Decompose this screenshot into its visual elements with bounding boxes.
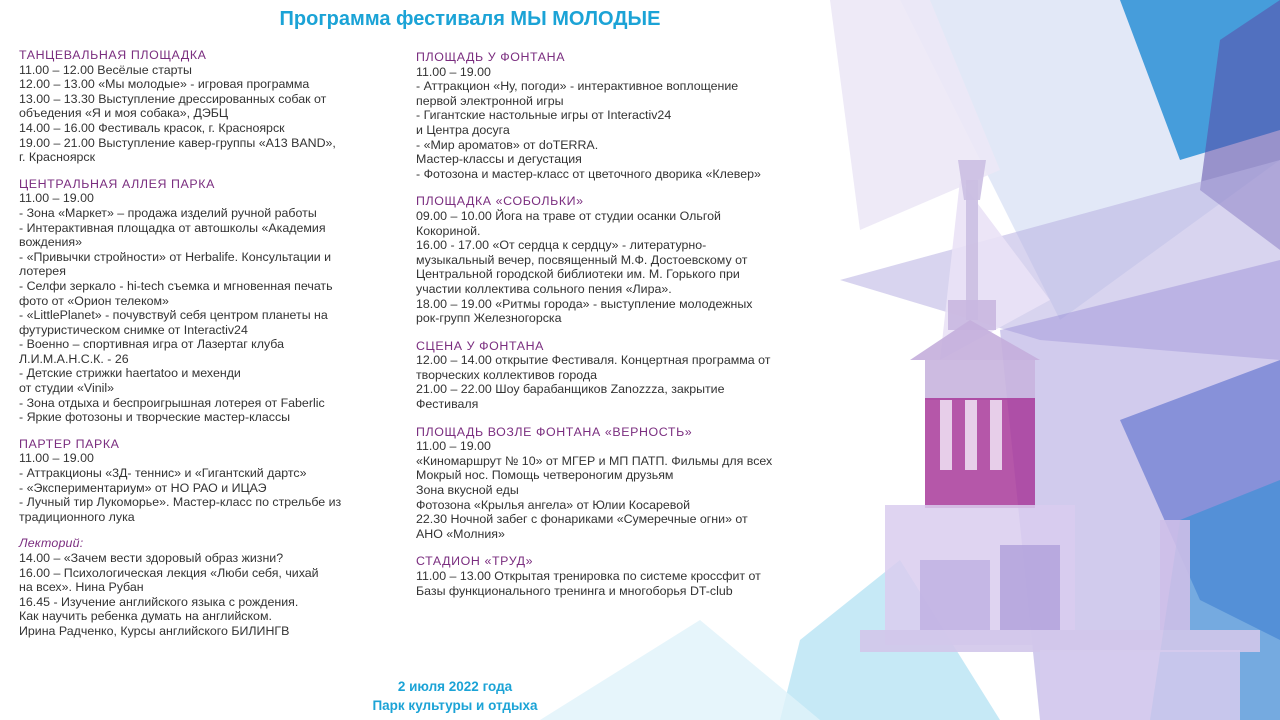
section-vernost-fountain — [416, 425, 826, 542]
program-line: участии коллектива сольного пения «Лира». — [416, 281, 672, 296]
program-line: - Лучный тир Лукоморье». Мастер-класс по стрельбе из — [19, 495, 342, 510]
program-line: - Зона отдыха и беспроигрышная лотерея от Faberlic — [19, 395, 325, 410]
program-line: - Аттракцион «Ну, погоди» - интерактивное воплощение — [416, 79, 739, 94]
program-line: 12.00 – 14.00 открытие Фестиваля. Концертная программа от — [416, 353, 771, 368]
program-line: традиционного лука — [19, 509, 135, 524]
program-line: Мокрый нос. Помощь четвероногим друзьям — [416, 468, 674, 483]
section-trud-stadium — [416, 554, 826, 598]
program-line: 11.00 – 13.00 Открытая тренировка по системе кроссфит от — [416, 569, 761, 583]
program-line: от студии «Vinil» — [19, 381, 115, 396]
section-fountain-square — [416, 50, 826, 181]
program-line: - Яркие фотозоны и творческие мастер-классы — [19, 410, 291, 425]
section-heading: ТАНЦЕВАЛЬНАЯ ПЛОЩАДКА — [19, 48, 207, 62]
program-line: Фестиваля — [416, 397, 479, 412]
program-line: - Зона «Маркет» – продажа изделий ручной работы — [19, 205, 317, 220]
section-heading: Лекторий: — [19, 536, 84, 551]
program-line: Мастер-классы и дегустация — [416, 152, 582, 167]
program-line: 14.00 – 16.00 Фестиваль красок, г. Красноярск — [19, 120, 285, 135]
program-line: 18.00 – 19.00 «Ритмы города» - выступление молодежных — [416, 296, 753, 311]
program-line: - Гигантские настольные игры от Interactiv24 — [416, 108, 672, 123]
program-line: Фотозона «Крылья ангела» от Юлии Косаревой — [416, 497, 691, 512]
section-fountain-stage — [416, 339, 826, 412]
section-heading: СТАДИОН «ТРУД» — [416, 554, 534, 569]
program-line: 16.00 – Психологическая лекция «Люби себя, чихай — [19, 565, 319, 580]
program-line: Кокориной. — [416, 223, 481, 238]
program-line: лотерея — [19, 264, 66, 279]
program-line: Зона вкусной еды — [416, 483, 519, 498]
program-line: Как научить ребенка думать на английском. — [19, 609, 272, 624]
program-line: Базы функционального тренинга и многоборья DT-club — [416, 583, 733, 598]
section-central-alley — [19, 177, 394, 425]
program-line: АНО «Молния» — [416, 526, 505, 541]
program-line: Ирина Радченко, Курсы английского БИЛИНГВ — [19, 623, 290, 638]
section-heading: ПЛОЩАДКА «СОБОЛЬКИ» — [416, 194, 584, 209]
program-line: первой электронной игры — [416, 93, 564, 108]
program-line: 16.45 - Изучение английского языка с рождения. — [19, 594, 299, 609]
right-column — [416, 50, 826, 611]
program-line: 11.00 – 19.00 — [19, 451, 94, 466]
left-column — [19, 48, 394, 651]
program-line: «Киномаршрут № 10» от МГЕР и МП ПАТП. Фильмы для всех — [416, 453, 773, 468]
program-line: 12.00 – 13.00 «Мы молодые» - игровая программа — [19, 77, 310, 92]
program-line: 22.30 Ночной забег с фонариками «Сумеречные огни» от — [416, 512, 748, 527]
program-line: - Селфи зеркало - hi-tech съемка и мгновенная печать — [19, 278, 333, 293]
section-sobolki — [416, 194, 826, 325]
section-dance-floor — [19, 48, 394, 165]
program-line: 09.00 – 10.00 Йога на траве от студии осанки Ольгой — [416, 208, 721, 223]
program-line: - Детские стрижки haertatoo и мехенди — [19, 366, 241, 381]
section-heading: ПЛОЩАДЬ ВОЗЛЕ ФОНТАНА «ВЕРНОСТЬ» — [416, 424, 693, 439]
program-line: - «Привычки стройности» от Herbalife. Консультации и — [19, 249, 332, 264]
program-line: футуристическом снимке от Interactiv24 — [19, 322, 248, 337]
event-place: Парк культуры и отдыха — [372, 698, 538, 713]
program-line: 16.00 - 17.00 «От сердца к сердцу» - литературно- — [416, 238, 707, 253]
program-line: 19.00 – 21.00 Выступление кавер-группы «A13 BAND», — [19, 135, 336, 150]
event-date: 2 июля 2022 года — [397, 679, 513, 694]
footer — [0, 677, 910, 715]
section-lecture-hall — [19, 536, 394, 638]
program-line: - «Экспериментариум» от НО РАО и ИЦАЭ — [19, 480, 267, 495]
program-line: рок-групп Железногорска — [416, 311, 562, 326]
program-line: 11.00 – 19.00 — [416, 439, 491, 454]
program-line: и Центра досуга — [416, 122, 510, 137]
section-heading: ПАРТЕР ПАРКА — [19, 436, 120, 451]
section-heading: ПЛОЩАДЬ У ФОНТАНА — [416, 50, 566, 64]
section-heading: СЦЕНА У ФОНТАНА — [416, 338, 544, 353]
program-line: 11.00 – 12.00 Весёлые старты — [19, 62, 192, 77]
program-line: 11.00 – 19.00 — [19, 191, 94, 206]
program-line: - Военно – спортивная игра от Лазертаг клуба — [19, 337, 285, 352]
program-line: 11.00 – 19.00 — [416, 64, 491, 79]
program-line: 14.00 – «Зачем вести здоровый образ жизни? — [19, 551, 284, 565]
program-line: 21.00 – 22.00 Шоу барабанщиков Zanozzza, закрытие — [416, 382, 725, 397]
program-line: объедения «Я и моя собака», ДЭБЦ — [19, 106, 229, 121]
program-line: фото от «Орион телеком» — [19, 293, 169, 308]
program-line: Центральной городской библиотеки им. М. Горького при — [416, 267, 740, 282]
program-line: 13.00 – 13.30 Выступление дрессированных собак от — [19, 91, 327, 106]
program-line: - Фотозона и мастер-класс от цветочного дворика «Клевер» — [416, 166, 761, 181]
program-line: - «LittlePlanet» - почувствуй себя центром планеты на — [19, 308, 328, 323]
section-heading: ЦЕНТРАЛЬНАЯ АЛЛЕЯ ПАРКА — [19, 176, 215, 191]
program-line: творческих коллективов города — [416, 367, 597, 382]
program-line: - «Мир ароматов» от doTERRA. — [416, 137, 599, 152]
section-park-parterre — [19, 437, 394, 525]
program-line: на всех». Нина Рубан — [19, 580, 144, 595]
program-line: музыкальный вечер, посвященный М.Ф. Достоевскому от — [416, 252, 748, 267]
program-line: Л.И.М.А.Н.С.К. - 26 — [19, 351, 129, 366]
program-line: - Интерактивная площадка от автошколы «Академия — [19, 220, 326, 235]
program-line: г. Красноярск — [19, 150, 96, 165]
program-line: - Аттракционы «3Д- теннис» и «Гигантский дартс» — [19, 466, 307, 481]
page-title: Программа фестиваля МЫ МОЛОДЫЕ — [279, 8, 661, 30]
program-line: вождения» — [19, 235, 82, 250]
